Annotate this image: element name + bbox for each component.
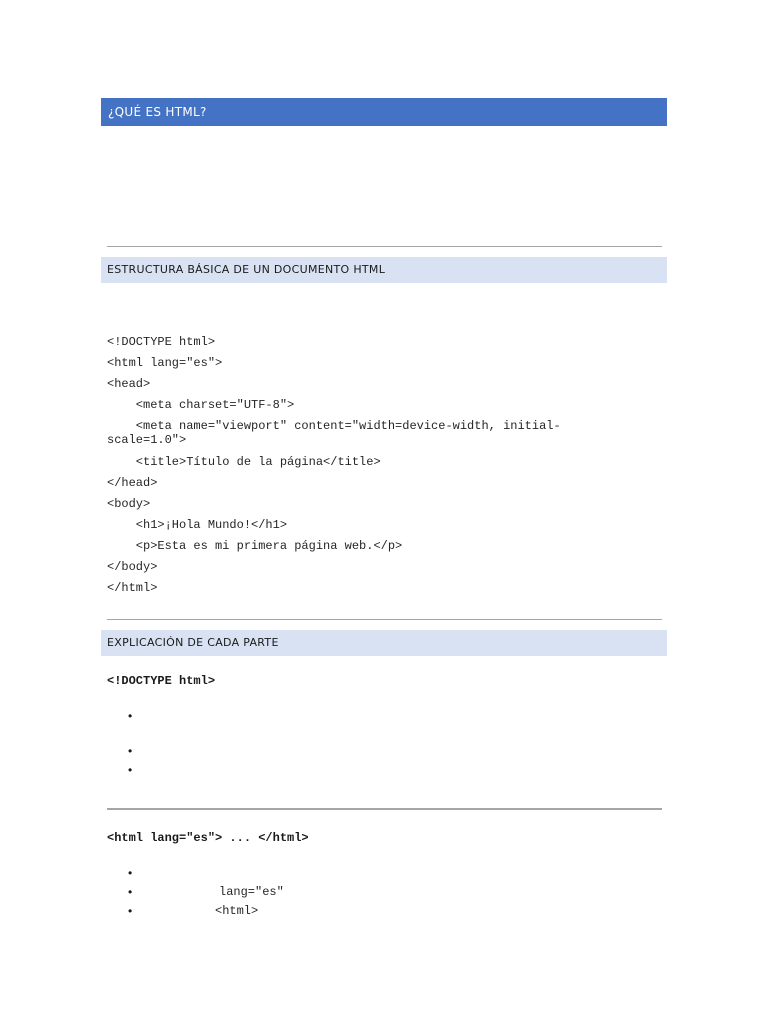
- code-line: <html lang="es">: [107, 356, 223, 370]
- section-heading-explanation: EXPLICACIÓN DE CADA PARTE: [101, 630, 667, 656]
- inline-code-html-tag: <html>: [215, 904, 259, 918]
- inline-code-lang-attribute: lang="es": [219, 885, 284, 899]
- doctype-tag-heading: <!DOCTYPE html>: [107, 674, 216, 688]
- section-heading-basic-structure: ESTRUCTURA BÁSICA DE UN DOCUMENTO HTML: [101, 257, 667, 283]
- code-line: <meta name="viewport" content="width=device-width, initial- scale=1.0">: [107, 419, 561, 447]
- code-line: <meta charset="UTF-8">: [107, 398, 295, 412]
- code-line: </head>: [107, 476, 158, 490]
- list-bullet: •: [128, 763, 133, 777]
- code-line: <head>: [107, 377, 151, 391]
- html-tag-heading: <html lang="es"> ... </html>: [107, 831, 309, 845]
- horizontal-divider: [107, 808, 662, 810]
- horizontal-divider: [107, 246, 662, 247]
- list-bullet: •: [128, 904, 133, 918]
- code-line: <h1>¡Hola Mundo!</h1>: [107, 518, 288, 532]
- section-heading-what-is-html: ¿QUÉ ES HTML?: [101, 98, 667, 126]
- code-line: <!DOCTYPE html>: [107, 335, 216, 349]
- code-line: </body>: [107, 560, 158, 574]
- html-code-block: [107, 335, 667, 602]
- list-bullet: •: [128, 866, 133, 880]
- list-bullet: •: [128, 744, 133, 758]
- list-bullet: •: [128, 885, 133, 899]
- code-line: <body>: [107, 497, 151, 511]
- code-line: <title>Título de la página</title>: [107, 455, 381, 469]
- code-line: </html>: [107, 581, 158, 595]
- code-line: <p>Esta es mi primera página web.</p>: [107, 539, 403, 553]
- list-bullet: •: [128, 709, 133, 723]
- horizontal-divider: [107, 619, 662, 620]
